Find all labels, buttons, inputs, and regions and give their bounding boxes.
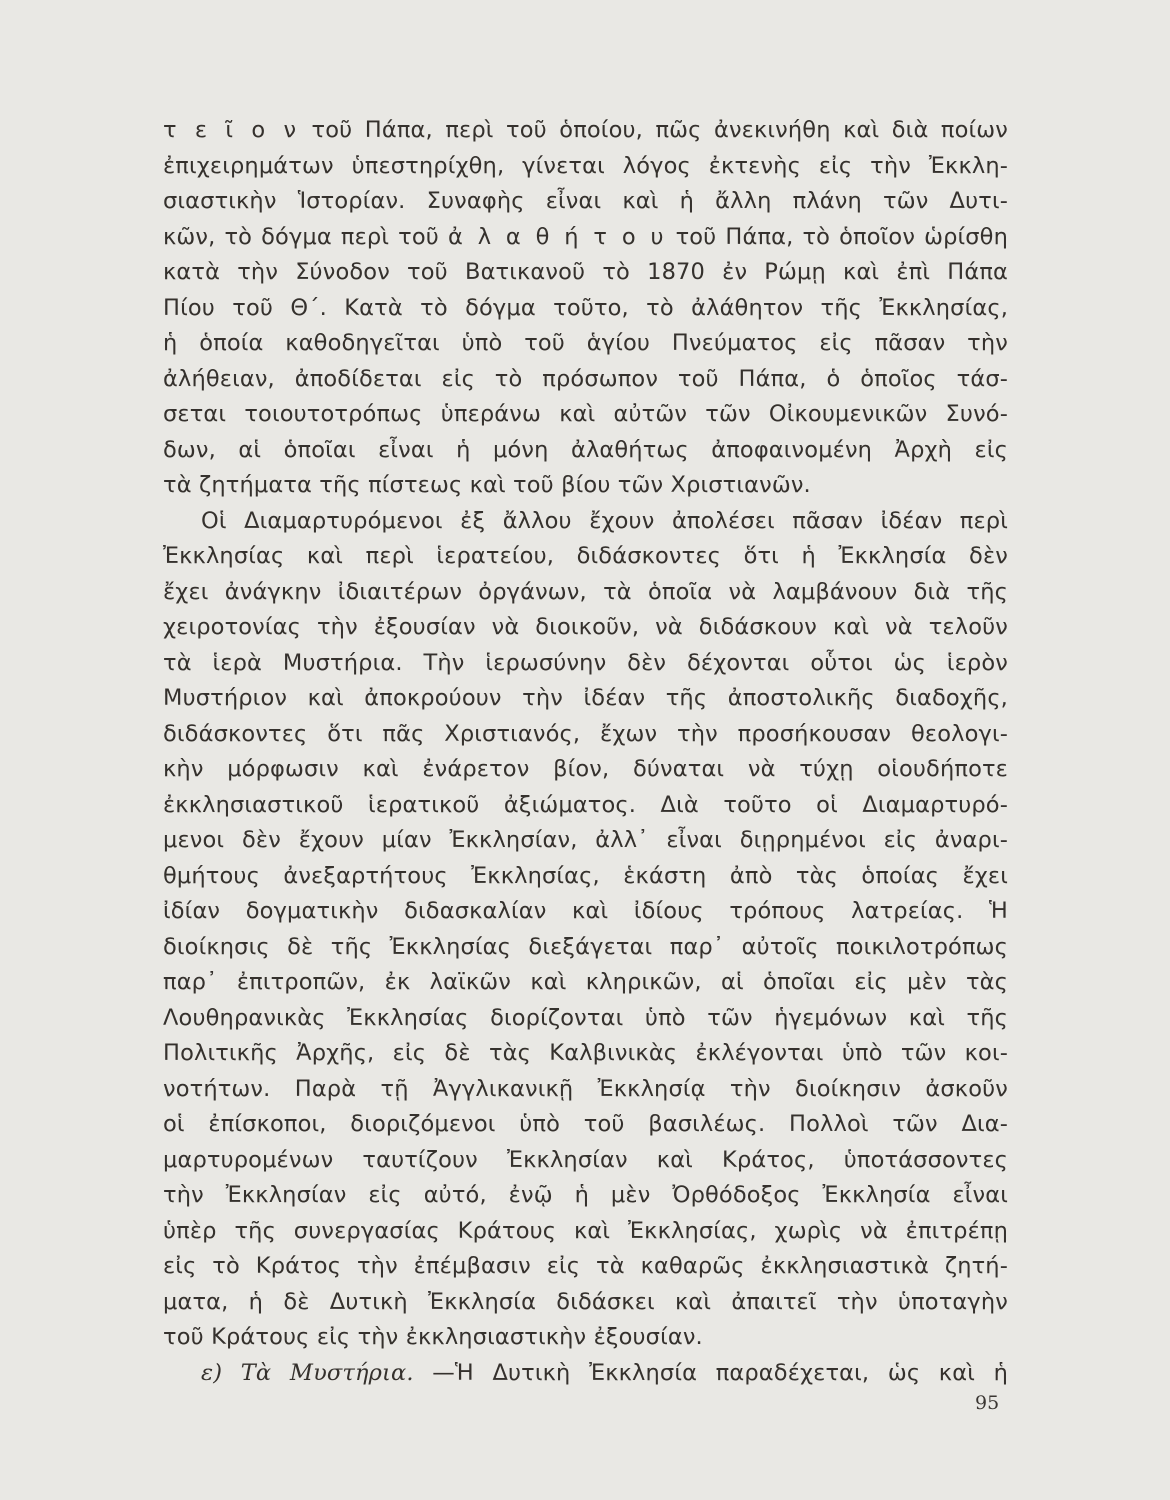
text-line-19: κὴν μόρφωσιν καὶ ἐνάρετον βίον, δύναται νὰ τύχῃ οἱουδήποτε <box>163 756 1008 782</box>
page-number: 95 <box>975 1392 1000 1414</box>
line-text: κῶν, τὸ δόγμα περὶ τοῦ <box>163 223 448 250</box>
line-text: —Ἡ Δυτικὴ Ἐκκλησία παραδέχεται, ὡς καὶ ἡ <box>413 1359 1008 1386</box>
body-text <box>163 113 1008 1391</box>
text-line-8: ἀλήθειαν, ἀποδίδεται εἰς τὸ πρόσωπον τοῦ Πάπα, ὁ ὁποῖος τάσ- <box>163 365 1008 392</box>
text-line-9: σεται τοιουτοτρόπως ὑπεράνω καὶ αὐτῶν τῶν Οἰκουμενικῶν Συνό- <box>163 401 1008 427</box>
text-line-22: θμήτους ἀνεξαρτήτους Ἐκκλησίας, ἑκάστη ἀπὸ τὰς ὁποίας ἔχει <box>163 862 1008 889</box>
text-line-1 <box>163 113 1008 149</box>
text-line-31: τὴν Ἐκκλησίαν εἰς αὐτό, ἐνῷ ἡ μὲν Ὀρθόδοξος Ἐκκλησία εἶναι <box>163 1182 1008 1208</box>
text-line-15: χειροτονίας τὴν ἐξουσίαν νὰ διοικοῦν, νὰ διδάσκουν καὶ νὰ τελοῦν <box>163 614 1008 640</box>
text-line-27: Πολιτικῆς Ἀρχῆς, εἰς δὲ τὰς Καλβινικὰς ἐκλέγονται ὑπὸ τῶν κοι- <box>163 1040 1008 1066</box>
text-line-23: ἰδίαν δογματικὴν διδασκαλίαν καὶ ἰδίους τρόπους λατρείας. Ἡ <box>163 898 1008 924</box>
text-line-34: ματα, ἡ δὲ Δυτικὴ Ἐκκλησία διδάσκει καὶ ἀπαιτεῖ τὴν ὑποταγὴν <box>163 1288 1008 1315</box>
text-line-32: ὑπὲρ τῆς συνεργασίας Κράτους καὶ Ἐκκλησίας, χωρὶς νὰ ἐπιτρέπῃ <box>163 1217 1008 1244</box>
text-line-18: διδάσκοντες ὅτι πᾶς Χριστιανός, ἔχων τὴν προσήκουσαν θεολογι- <box>163 720 1008 747</box>
spaced-emphasis: ἀ λ α θ ή τ ο υ <box>447 223 667 250</box>
text-line-11: τὰ ζητήματα τῆς πίστεως καὶ τοῦ βίου τῶν Χριστιανῶν. <box>163 472 811 498</box>
text-line-4 <box>163 220 1008 256</box>
text-line-21: μενοι δὲν ἔχουν μίαν Ἐκκλησίαν, ἀλλ᾽ εἶναι διῃρημένοι εἰς ἀναρι- <box>163 827 1008 853</box>
text-line-12: Οἱ Διαμαρτυρόμενοι ἐξ ἄλλου ἔχουν ἀπολέσει πᾶσαν ἰδέαν περὶ <box>201 507 1008 534</box>
text-line-14: ἔχει ἀνάγκην ἰδιαιτέρων ὀργάνων, τὰ ὁποῖα νὰ λαμβάνουν διὰ τῆς <box>163 578 1008 605</box>
text-line-17: Μυστήριον καὶ ἀποκρούουν τὴν ἰδέαν τῆς ἀποστολικῆς διαδοχῆς, <box>163 685 1008 711</box>
text-line-3: σιαστικὴν Ἱστορίαν. Συναφὴς εἶναι καὶ ἡ ἄλλη πλάνη τῶν Δυτι- <box>163 188 1008 214</box>
section-heading: ε) Τὰ Μυστήρια. <box>201 1359 414 1386</box>
text-line-20: ἐκκλησιαστικοῦ ἱερατικοῦ ἀξιώματος. Διὰ τοῦτο οἱ Διαμαρτυρό- <box>163 791 1008 818</box>
spaced-emphasis: τ ε ῖ ο ν <box>163 117 300 143</box>
text-line-2: ἐπιχειρημάτων ὑπεστηρίχθη, γίνεται λόγος ἐκτενὴς εἰς τὴν Ἐκκλη- <box>163 152 1008 179</box>
text-line-35: τοῦ Κράτους εἰς τὴν ἐκκλησιαστικὴν ἐξουσίαν. <box>163 1324 703 1350</box>
text-line-29: οἱ ἐπίσκοποι, διοριζόμενοι ὑπὸ τοῦ βασιλέως. Πολλοὶ τῶν Δια- <box>163 1111 1008 1137</box>
text-line-24: διοίκησις δὲ τῆς Ἐκκλησίας διεξάγεται παρ᾽ αὐτοῖς ποικιλοτρόπως <box>163 933 1008 960</box>
text-line-26: Λουθηρανικὰς Ἐκκλησίας διορίζονται ὑπὸ τῶν ἡγεμόνων καὶ τῆς <box>163 1004 1008 1031</box>
text-line-36 <box>163 1356 1008 1392</box>
text-line-13: Ἐκκλησίας καὶ περὶ ἱερατείου, διδάσκοντες ὅτι ἡ Ἐκκλησία δὲν <box>163 543 1008 569</box>
text-line-16: τὰ ἱερὰ Μυστήρια. Τὴν ἱερωσύνην δὲν δέχονται οὗτοι ὡς ἱερὸν <box>163 649 1008 676</box>
text-line-25: παρ᾽ ἐπιτροπῶν, ἐκ λαϊκῶν καὶ κληρικῶν, αἱ ὁποῖαι εἰς μὲν τὰς <box>163 969 1008 995</box>
text-line-7: ἡ ὁποία καθοδηγεῖται ὑπὸ τοῦ ἁγίου Πνεύματος εἰς πᾶσαν τὴν <box>163 330 1008 356</box>
text-line-28: νοτήτων. Παρὰ τῇ Ἀγγλικανικῇ Ἐκκλησίᾳ τὴν διοίκησιν ἀσκοῦν <box>163 1075 1008 1102</box>
text-line-5: κατὰ τὴν Σύνοδον τοῦ Βατικανοῦ τὸ 1870 ἐν Ρώμῃ καὶ ἐπὶ Πάπα <box>163 259 1008 285</box>
line-text: τοῦ Πάπα, τὸ ὁποῖον ὡρίσθη <box>666 223 1008 250</box>
text-line-33: εἰς τὸ Κράτος τὴν ἐπέμβασιν εἰς τὰ καθαρῶς ἐκκλησιαστικὰ ζητή- <box>163 1253 1008 1279</box>
line-text: τοῦ Πάπα, περὶ τοῦ ὁποίου, πῶς ἀνεκινήθη καὶ διὰ ποίων <box>299 117 1008 143</box>
text-line-6: Πίου τοῦ Θ΄. Κατὰ τὸ δόγμα τοῦτο, τὸ ἀλάθητον τῆς Ἐκκλησίας, <box>163 294 1008 321</box>
text-line-30: μαρτυρομένων ταυτίζουν Ἐκκλησίαν καὶ Κράτος, ὑποτάσσοντες <box>163 1146 1008 1173</box>
text-line-10: δων, αἱ ὁποῖαι εἶναι ἡ μόνη ἀλαθήτως ἀποφαινομένη Ἀρχὴ εἰς <box>163 436 1008 463</box>
